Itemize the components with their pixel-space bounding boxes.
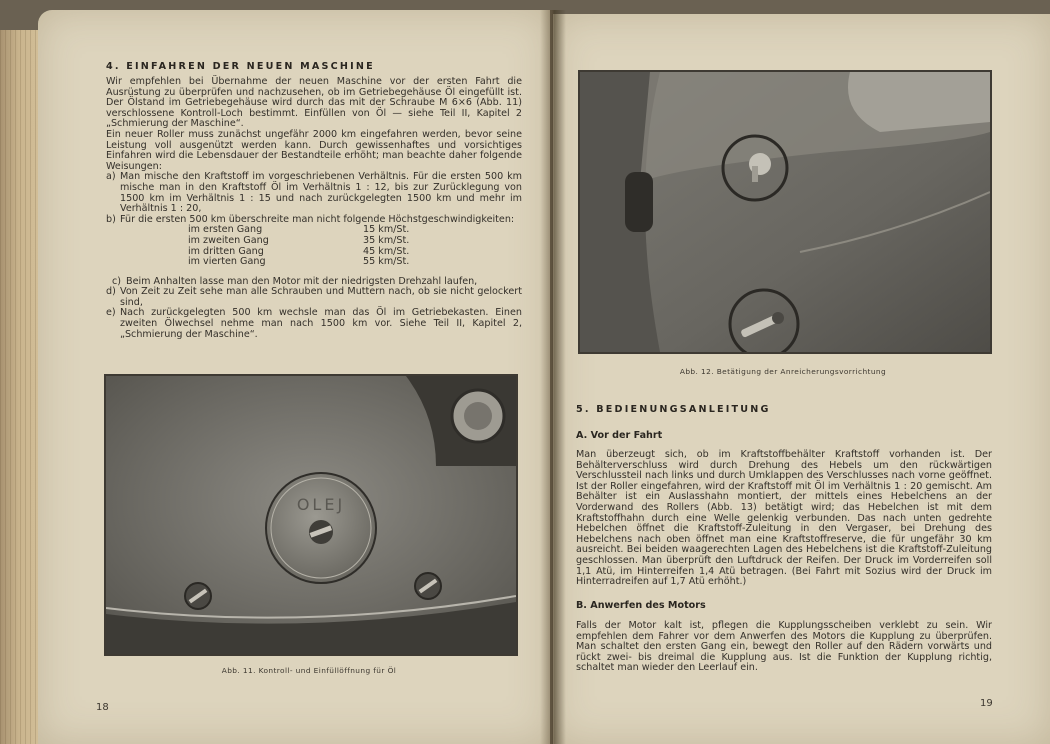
section-heading-5: 5. BEDIENUNGSANLEITUNG — [576, 404, 771, 415]
list-text: Von Zeit zu Zeit sehe man alle Schrauben und Muttern nach, ob sie nicht gelockert sind, — [120, 286, 522, 308]
right-page — [553, 14, 1050, 744]
subsection-b-text — [576, 621, 992, 674]
figure-11-caption: Abb. 11. Kontroll- und Einfüllöffnung für Öl — [221, 666, 397, 675]
gear-cell: im ersten Gang — [188, 224, 263, 236]
figure-12-caption: Abb. 12. Betätigung der Anreicherungsvorrichtung — [679, 367, 887, 376]
intro-paragraph: Wir empfehlen bei Übernahme der neuen Maschine vor der ersten Fahrt die Ausrüstung zu überprüfen und nachzusehen, ob im Getriebegehäuse Öl eingefüllt ist. Der Ölstand im Getriebegehäuse wird durch das mit der Schraube M 6×6 (Abb. 11) verschlossene Kontroll-Loch bestimmt. Einfüllen von Öl — siehe Teil II, Kapitel 2 „Schmierung der Maschine“. — [106, 76, 522, 130]
list-item-b — [106, 215, 522, 226]
list-marker: b) — [106, 213, 116, 225]
before-ride-paragraph: Man überzeugt sich, ob im Kraftstoffbehälter Kraftstoff vorhanden ist. Der Behälterverschluss wird durch Drehung des Hebels um den rückwärtigen Verschlussteil nach links und durch Umklappen des Verschlusses nach vorne geöffnet. Ist der Roller eingefahren, wird der Kraftstoff mit Öl im Verhältnis 1 : 20 gemischt. Am Behälter ist ein Auslasshahn montiert, der mittels eines Hebelchens an der Vorderwand des Rollers (Abb. 13) betätigt wird; das Hebelchen ist mit dem Kraftstoffhahn durch eine Welle gelenkig verbunden. Das nach unten gedrehte Hebelchen öffnet die Kraftstoff-Zuleitung in den Vergaser, bei Drehung des Hebelchens nach oben öffnet man eine Kraftstoffreserve, die für ungefähr 30 km ausreicht. Bei beiden waagerechten Lagen des Hebelchens ist die Kraftstoff-Zuleitung geschlossen. Man überprüft den Luftdruck der Reifen. Der Druck im Vorderreifen soll 1,1 Atü, im Hinterreifen 1,4 Atü betragen. (Bei Fahrt mit Sozius wird der Druck im Hinterradreifen auf 1,7 Atü erhöht.) — [576, 449, 992, 588]
list-text: Nach zurückgelegten 500 km wechsle man das Öl im Getriebekasten. Einen zweiten Ölwechsel nehme man nach 1500 km vor. Siehe Teil II, Kapitel 2, „Schmierung der Maschine“. — [120, 307, 522, 340]
speed-cell: 15 km/St. — [363, 224, 410, 236]
list-marker: e) — [106, 307, 116, 319]
oil-filler-photo — [104, 374, 518, 656]
speed-cell: 55 km/St. — [363, 256, 410, 268]
list-text: Für die ersten 500 km überschreite man nicht folgende Höchstgeschwindigkeiten: — [120, 213, 515, 225]
list-text: Man mische den Kraftstoff im vorgeschriebenen Verhältnis. Für die ersten 500 km mische man in den Kraftstoff Öl im Verhältnis 1 : 12, bis zur Zurücklegung von 1500 km im Verhältnis 1 : 15 und nach zurückgelegten 1500 km und mehr im Verhältnis 1 : 20, — [120, 171, 522, 215]
left-page — [38, 10, 550, 744]
speed-table — [188, 225, 409, 267]
list-marker: c) — [112, 275, 122, 287]
subsection-a-text — [576, 450, 992, 588]
subsection-b-title: B. Anwerfen des Motors — [576, 600, 706, 611]
cap-label: OLEJ — [296, 495, 346, 514]
left-text-block — [106, 77, 522, 340]
list-marker: d) — [106, 286, 116, 298]
speed-cell: 35 km/St. — [363, 234, 410, 246]
page-number-right: 19 — [980, 698, 993, 709]
book-gutter — [540, 10, 566, 744]
speed-row — [188, 257, 409, 268]
gear-cell: im zweiten Gang — [188, 234, 269, 246]
scooter-front-illustration — [580, 72, 990, 352]
gear-cell: im vierten Gang — [188, 256, 266, 268]
engine-cover-illustration — [106, 376, 516, 654]
list-marker: a) — [106, 171, 116, 183]
list-item-a — [106, 172, 522, 214]
list-text: Beim Anhalten lasse man den Motor mit der niedrigsten Drehzahl laufen, — [126, 275, 478, 287]
page-number-left: 18 — [96, 702, 109, 713]
breakin-paragraph: Ein neuer Roller muss zunächst ungefähr 2000 km eingefahren werden, bevor seine Leistung voll ausgenützt werden kann. Durch gewissenhaftes und vorsichtiges Einfahren wird die Lebensdauer der Bestandteile erhöht; man beachte daher folgende Weisungen: — [106, 128, 522, 172]
speed-cell: 45 km/St. — [363, 245, 410, 257]
list-item-e — [106, 308, 522, 340]
subsection-a-title: A. Vor der Fahrt — [576, 430, 663, 441]
engine-start-paragraph: Falls der Motor kalt ist, pflegen die Kupplungsscheiben verklebt zu sein. Wir empfehlen dem Fahrer vor dem Anwerfen des Motors die Kupplung zu überprüfen. Man schaltet den ersten Gang ein, bewegt den Roller auf den Rädern vorwärts und rückt zwei- bis dreimal die Kupplung aus. Ist die Funktion der Kupplung richtig, schaltet man wieder den Leerlauf ein. — [576, 620, 992, 674]
list-item-d — [106, 287, 522, 308]
enrichment-control-photo — [578, 70, 992, 354]
speed-row — [188, 236, 409, 247]
section-heading-4: 4. EINFAHREN DER NEUEN MASCHINE — [106, 61, 375, 72]
gear-cell: im dritten Gang — [188, 245, 264, 257]
